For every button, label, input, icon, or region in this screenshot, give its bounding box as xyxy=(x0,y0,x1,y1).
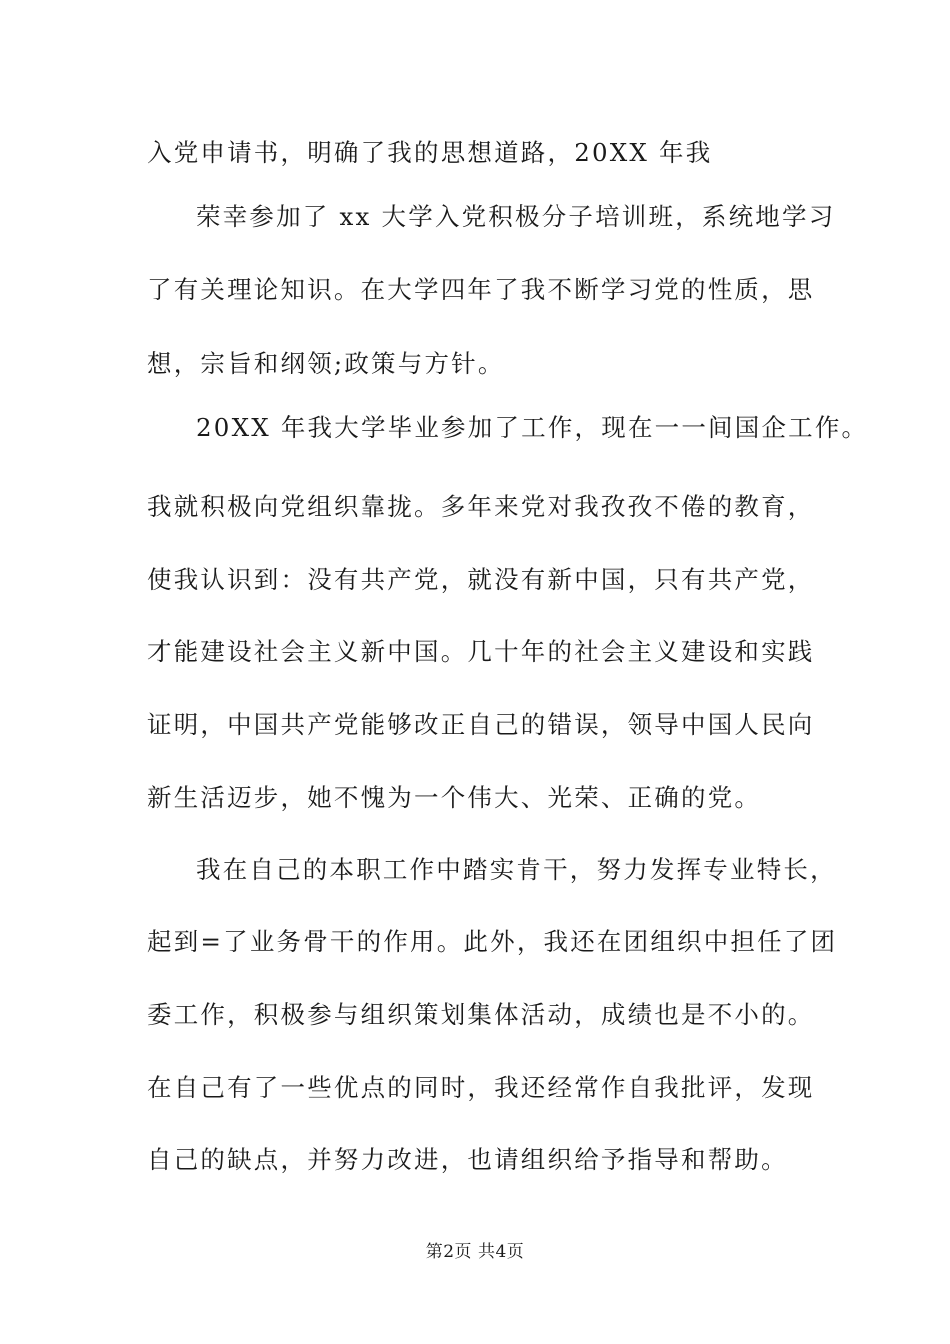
text-line: 才能建设社会主义新中国。几十年的社会主义建设和实践 xyxy=(147,637,815,666)
text-line: 起到=了业务骨干的作用。此外，我还在团组织中担任了团 xyxy=(147,927,838,956)
text-line: 使我认识到：没有共产党，就没有新中国，只有共产党， xyxy=(147,565,815,594)
text-line: 新生活迈步，她不愧为一个伟大、光荣、正确的党。 xyxy=(147,783,762,812)
text-line: 想，宗旨和纲领;政策与方针。 xyxy=(147,349,505,378)
text-line: 自己的缺点，并努力改进，也请组织给予指导和帮助。 xyxy=(147,1145,788,1174)
text-line: 委工作，积极参与组织策划集体活动，成绩也是不小的。 xyxy=(147,1000,815,1029)
text-line: 我就积极向党组织靠拢。多年来党对我孜孜不倦的教育， xyxy=(147,492,815,521)
paragraph-first-line: 荣幸参加了 xx 大学入党积极分子培训班，系统地学习 xyxy=(196,202,836,231)
paragraph-first-line: 20XX 年我大学毕业参加了工作，现在一一间国企工作。 xyxy=(196,413,869,442)
text-line: 了有关理论知识。在大学四年了我不断学习党的性质，思 xyxy=(147,275,815,304)
page-footer: 第2页 共4页 xyxy=(425,1242,525,1262)
text-line: 在自己有了一些优点的同时，我还经常作自我批评，发现 xyxy=(147,1073,815,1102)
text-line: 证明，中国共产党能够改正自己的错误，领导中国人民向 xyxy=(147,710,815,739)
text-line: 入党申请书，明确了我的思想道路，20XX 年我 xyxy=(147,138,713,167)
paragraph-first-line: 我在自己的本职工作中踏实肯干，努力发挥专业特长， xyxy=(196,855,837,884)
